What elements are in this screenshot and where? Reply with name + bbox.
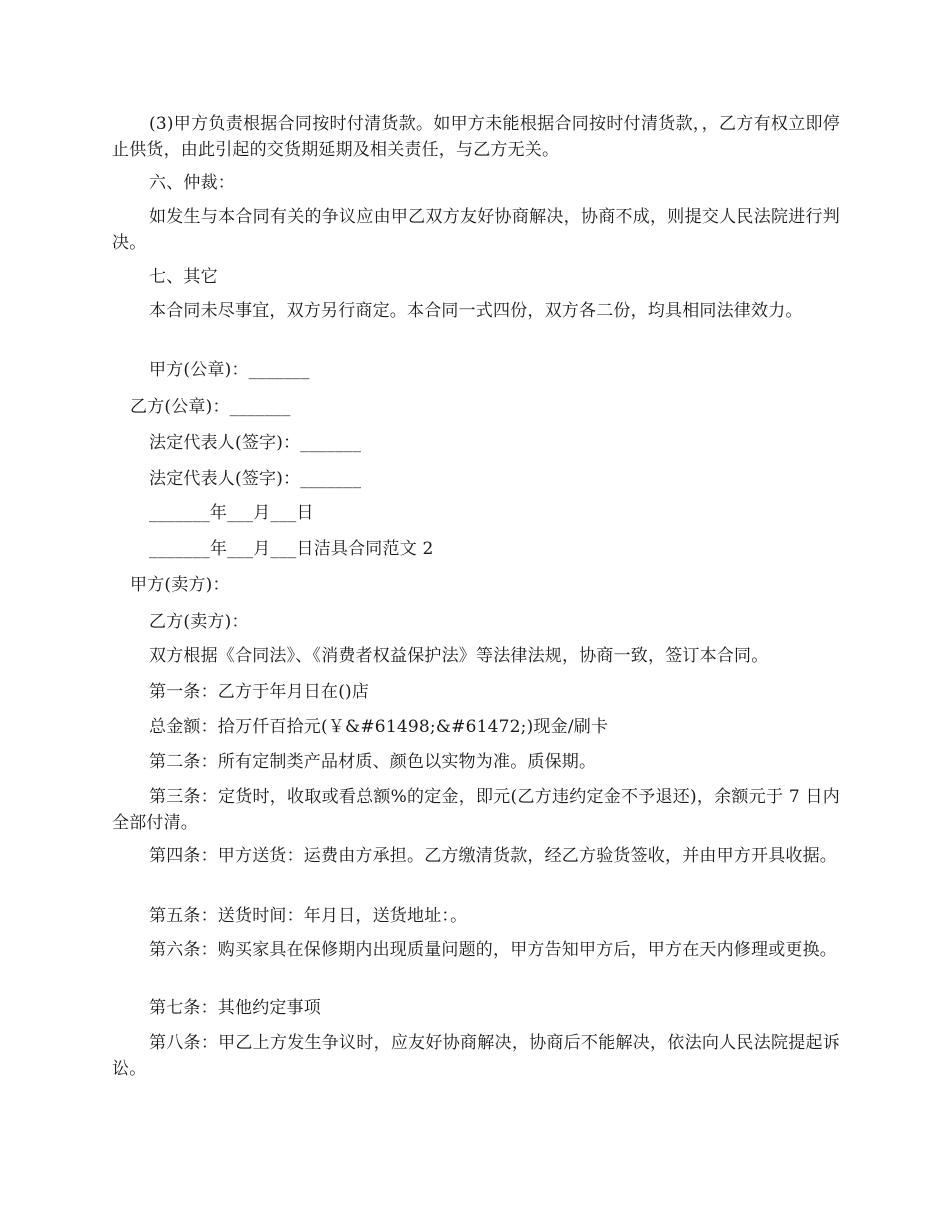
article-2: 第二条：所有定制类产品材质、颜色以实物为准。质保期。 xyxy=(149,752,597,772)
article-6: 第六条：购买家具在保修期内出现质量问题的，甲方告知甲方后，甲方在天内修理或更换。 xyxy=(149,940,837,960)
heading-arbitration: 六、仲裁： xyxy=(149,173,235,193)
article-3: 第三条：定货时，收取或看总额%的定金，即元(乙方违约定金不予退还)，余额元于 7 日内全部付清。 xyxy=(112,787,840,833)
paragraph-agreement-basis: 双方根据《合同法》、《消费者权益保护法》等法律法规，协商一致，签订本合同。 xyxy=(149,646,769,666)
paragraph-arbitration: 如发生与本合同有关的争议应由甲乙双方友好协商解决，协商不成，则提交人民法院进行判决。 xyxy=(112,207,840,253)
article-8: 第八条：甲乙上方发生争议时，应友好协商解决，协商后不能解决，依法向人民法院提起诉讼。 xyxy=(112,1033,840,1079)
date-line-1: _______年___月___日 xyxy=(149,503,314,523)
heading-other: 七、其它 xyxy=(149,267,218,287)
party-b-seller-line: 乙方(卖方)： xyxy=(149,612,249,632)
party-a-seller-line: 甲方(卖方)： xyxy=(130,575,230,595)
paragraph-other: 本合同未尽事宜，双方另行商定。本合同一式四份，双方各二份，均具相同法律效力。 xyxy=(149,301,803,321)
party-a-seal-line: 甲方(公章)：_______ xyxy=(149,360,310,380)
paragraph-payment-clause: (3)甲方负责根据合同按时付清货款。如甲方未能根据合同按时付清货款，，乙方有权立即停止供货，由此引起的交货期延期及相关责任，与乙方无关。 xyxy=(112,114,840,160)
article-1: 第一条：乙方于年月日在()店 xyxy=(149,682,370,702)
party-b-seal-line: 乙方(公章)：_______ xyxy=(130,397,291,417)
legal-rep-signature-line-1: 法定代表人(签字)：_______ xyxy=(149,433,362,453)
total-amount-line: 总金额：拾万仟百拾元(￥&#61498;&#61472;)现金/刷卡 xyxy=(149,717,609,737)
date-line-2-sample-title: _______年___月___日洁具合同范文 2 xyxy=(149,539,434,559)
legal-rep-signature-line-2: 法定代表人(签字)：_______ xyxy=(149,469,362,489)
article-5: 第五条：送货时间：年月日，送货地址：。 xyxy=(149,906,468,926)
article-7: 第七条：其他约定事项 xyxy=(149,998,321,1018)
article-4: 第四条：甲方送货：运费由方承担。乙方缴清货款，经乙方验货签收，并由甲方开具收据。 xyxy=(149,846,837,866)
